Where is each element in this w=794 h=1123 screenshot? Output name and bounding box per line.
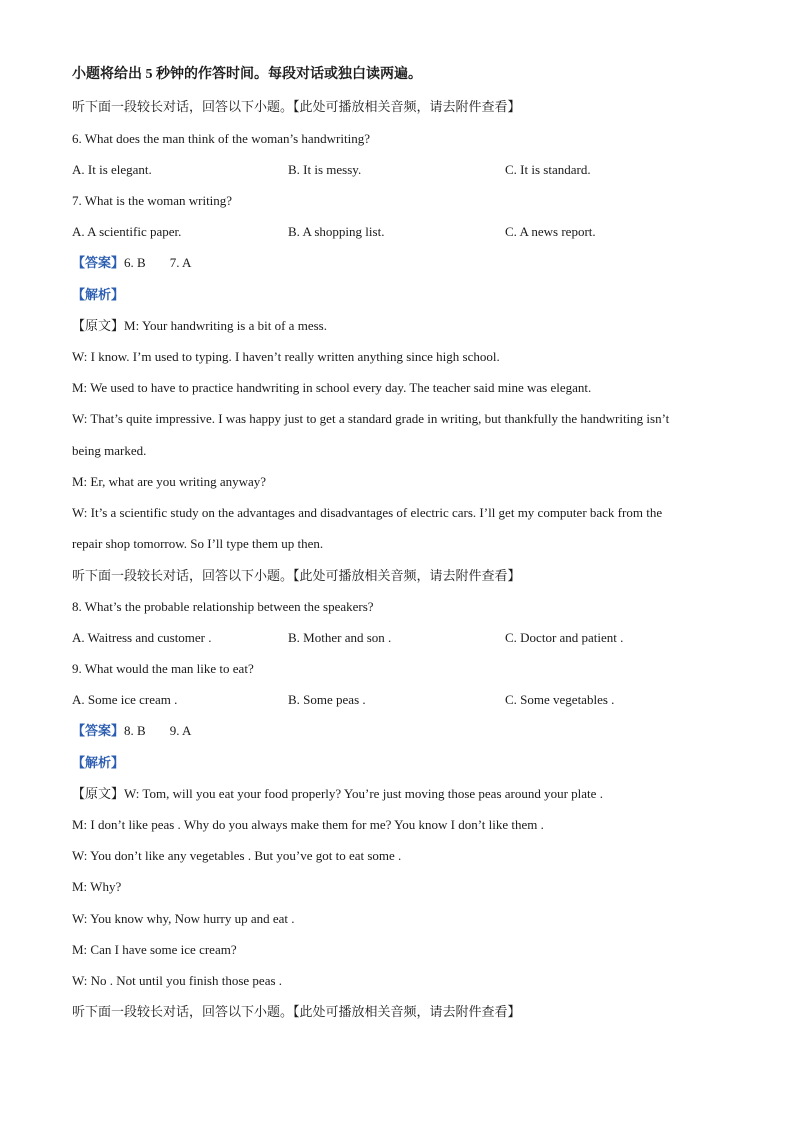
q8-option-b: B. Mother and son . <box>288 630 392 645</box>
answer-line-1 <box>72 255 191 271</box>
listen-instruction: 听下面一段较长对话，回答以下小题。【此处可播放相关音频，请去附件查看】 <box>72 99 521 114</box>
question-9: 9. What would the man like to eat? <box>72 661 254 676</box>
q8-option-a: A. Waitress and customer . <box>72 630 212 645</box>
answer-9: 9. A <box>169 723 192 738</box>
source-tag: 【原文】 <box>72 318 125 333</box>
source-tag: 【原文】 <box>72 786 125 801</box>
transcript-1-line-3: M: We used to have to practice handwriting in school every day. The teacher said mine was elegant. <box>72 380 592 395</box>
transcript-1-line-4: W: That’s quite impressive. I was happy just to get a standard grade in writing, but thankfully the handwriting isn’t <box>72 411 670 426</box>
analysis-tag: 【解析】 <box>72 755 125 770</box>
transcript-1-line-6: M: Er, what are you writing anyway? <box>72 474 267 489</box>
transcript-text: W: Tom, will you eat your food properly? You’re just moving those peas around your plate . <box>124 786 603 801</box>
q9-option-a: A. Some ice cream . <box>72 692 178 707</box>
transcript-1-line-5: being marked. <box>72 443 147 458</box>
answer-6: 6. B <box>124 255 146 270</box>
q7-option-a: A. A scientific paper. <box>72 224 182 239</box>
q6-option-a: A. It is elegant. <box>72 162 152 177</box>
transcript-1-line-8: repair shop tomorrow. So I’ll type them up then. <box>72 536 324 551</box>
transcript-2-line-6: M: Can I have some ice cream? <box>72 942 237 957</box>
transcript-1-line-1 <box>72 318 327 334</box>
transcript-2-line-3: W: You don’t like any vegetables . But you’ve got to eat some . <box>72 848 402 863</box>
section-intro: 小题将给出 5 秒钟的作答时间。每段对话或独白读两遍。 <box>72 67 422 82</box>
transcript-1-line-2: W: I know. I’m used to typing. I haven’t really written anything since high school. <box>72 349 500 364</box>
transcript-2-line-5: W: You know why, Now hurry up and eat . <box>72 911 295 926</box>
transcript-2-line-1 <box>72 786 603 802</box>
q7-option-b: B. A shopping list. <box>288 224 385 239</box>
listen-instruction-3: 听下面一段较长对话，回答以下小题。【此处可播放相关音频，请去附件查看】 <box>72 1004 521 1019</box>
question-6: 6. What does the man think of the woman’s handwriting? <box>72 131 370 146</box>
question-7: 7. What is the woman writing? <box>72 193 233 208</box>
transcript-2-line-2: M: I don’t like peas . Why do you always make them for me? You know I don’t like them . <box>72 817 544 832</box>
q6-option-b: B. It is messy. <box>288 162 362 177</box>
q9-option-c: C. Some vegetables . <box>505 692 615 707</box>
answer-8: 8. B <box>124 723 146 738</box>
answer-line-2 <box>72 723 191 739</box>
transcript-2-line-7: W: No . Not until you finish those peas . <box>72 973 283 988</box>
q6-option-c: C. It is standard. <box>505 162 591 177</box>
answer-tag: 【答案】 <box>72 723 125 738</box>
answer-7: 7. A <box>169 255 192 270</box>
q9-option-b: B. Some peas . <box>288 692 366 707</box>
q7-option-c: C. A news report. <box>505 224 596 239</box>
transcript-1-line-7: W: It’s a scientific study on the advantages and disadvantages of electric cars. I’ll get my computer back from the <box>72 505 663 520</box>
transcript-2-line-4: M: Why? <box>72 879 122 894</box>
q8-option-c: C. Doctor and patient . <box>505 630 624 645</box>
listen-instruction-2: 听下面一段较长对话，回答以下小题。【此处可播放相关音频，请去附件查看】 <box>72 568 521 583</box>
answer-tag: 【答案】 <box>72 255 125 270</box>
transcript-text: M: Your handwriting is a bit of a mess. <box>124 318 327 333</box>
analysis-tag: 【解析】 <box>72 287 125 302</box>
question-8: 8. What’s the probable relationship between the speakers? <box>72 599 374 614</box>
